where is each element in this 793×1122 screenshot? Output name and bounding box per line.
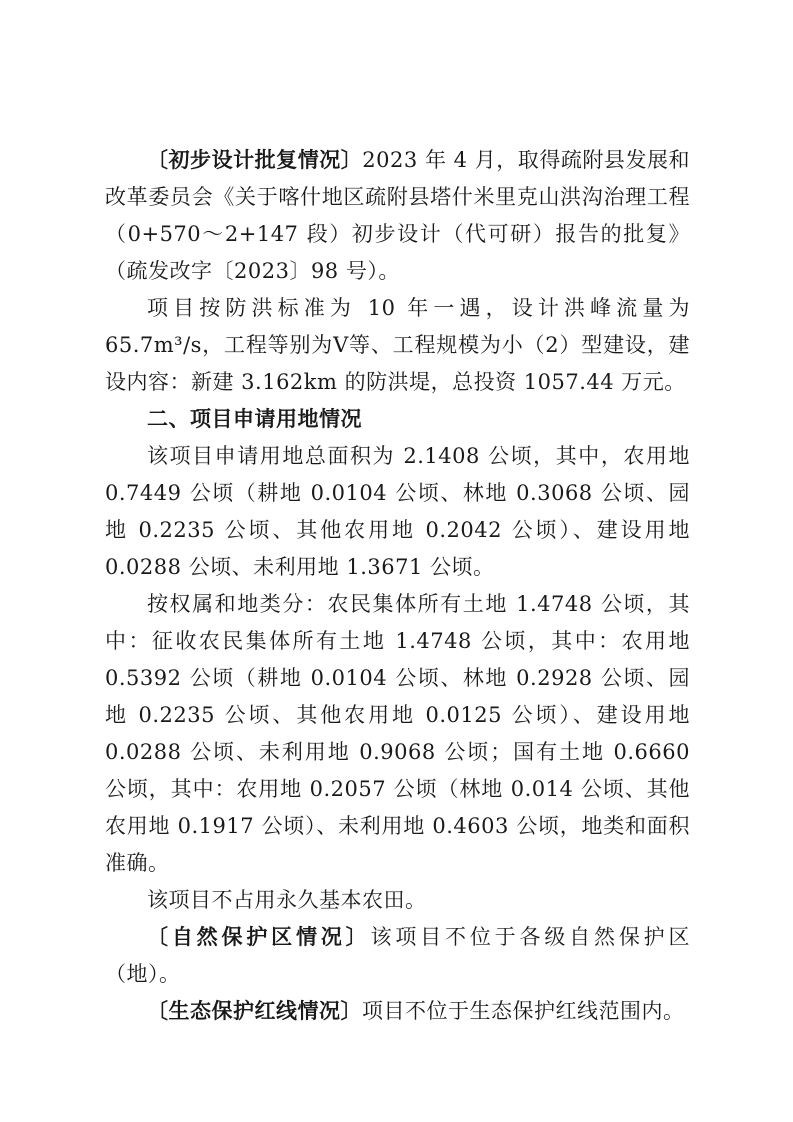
- section-heading-land-use: 二、项目申请用地情况: [147, 407, 362, 431]
- paragraph-text: 项目不位于生态保护红线范围内。: [362, 999, 685, 1023]
- paragraph-land-area: [105, 438, 690, 586]
- paragraph-text: 该项目不位于各级自然保护区（地）。: [105, 925, 690, 986]
- section-tag-ecological-redline: 〔生态保护红线情况〕: [147, 999, 362, 1023]
- paragraph-ownership-classification: [105, 586, 690, 882]
- paragraph-nature-reserve: [105, 919, 690, 993]
- paragraph-project-standard: [105, 290, 690, 401]
- paragraph-text: 按权属和地类分：农民集体所有土地 1.4748 公顷，其中：征收农民集体所有土地 1.4748 公顷，其中：农用地 0.5392 公顷（耕地 0.0104 公顷、林地 0.2928 公顷、园地 0.2235 公顷、其他农用地 0.0125 公顷）、建设用地 0.0288 公顷、未利用地 0.9068 公顷；国有土地 0.6660 公顷，其中：农用地 0.2057 公顷（林地 0.014 公顷、其他农用地 0.1917 公顷）、未利用地 0.4603 公顷，地类和面积准确。: [105, 592, 690, 875]
- paragraph-farmland: [105, 882, 690, 919]
- section-tag-preliminary-design: 〔初步设计批复情况〕: [147, 148, 363, 172]
- paragraph-text: 2023 年 4 月，取得疏附县发展和改革委员会《关于喀什地区疏附县塔什米里克山洪沟治理工程（0+570～2+147 段）初步设计（代可研）报告的批复》（疏发改字〔2023〕98 号）。: [105, 148, 690, 283]
- section-tag-nature-reserve: 〔自然保护区情况〕: [147, 925, 371, 949]
- paragraph-text: 该项目申请用地总面积为 2.1408 公顷，其中，农用地 0.7449 公顷（耕地 0.0104 公顷、林地 0.3068 公顷、园地 0.2235 公顷、其他农用地 0.2042 公顷）、建设用地 0.0288 公顷、未利用地 1.3671 公顷。: [105, 444, 690, 579]
- paragraph-text: 项目按防洪标准为 10 年一遇，设计洪峰流量为 65.7m³/s，工程等别为Ⅴ等、工程规模为小（2）型建设，建设内容：新建 3.162km 的防洪堤，总投资 1057.44 万元。: [105, 296, 690, 394]
- paragraph-ecological-redline: [105, 993, 690, 1030]
- paragraph-text: 该项目不占用永久基本农田。: [147, 888, 427, 912]
- document-page: [105, 142, 690, 1030]
- paragraph-preliminary-design-approval: [105, 142, 690, 290]
